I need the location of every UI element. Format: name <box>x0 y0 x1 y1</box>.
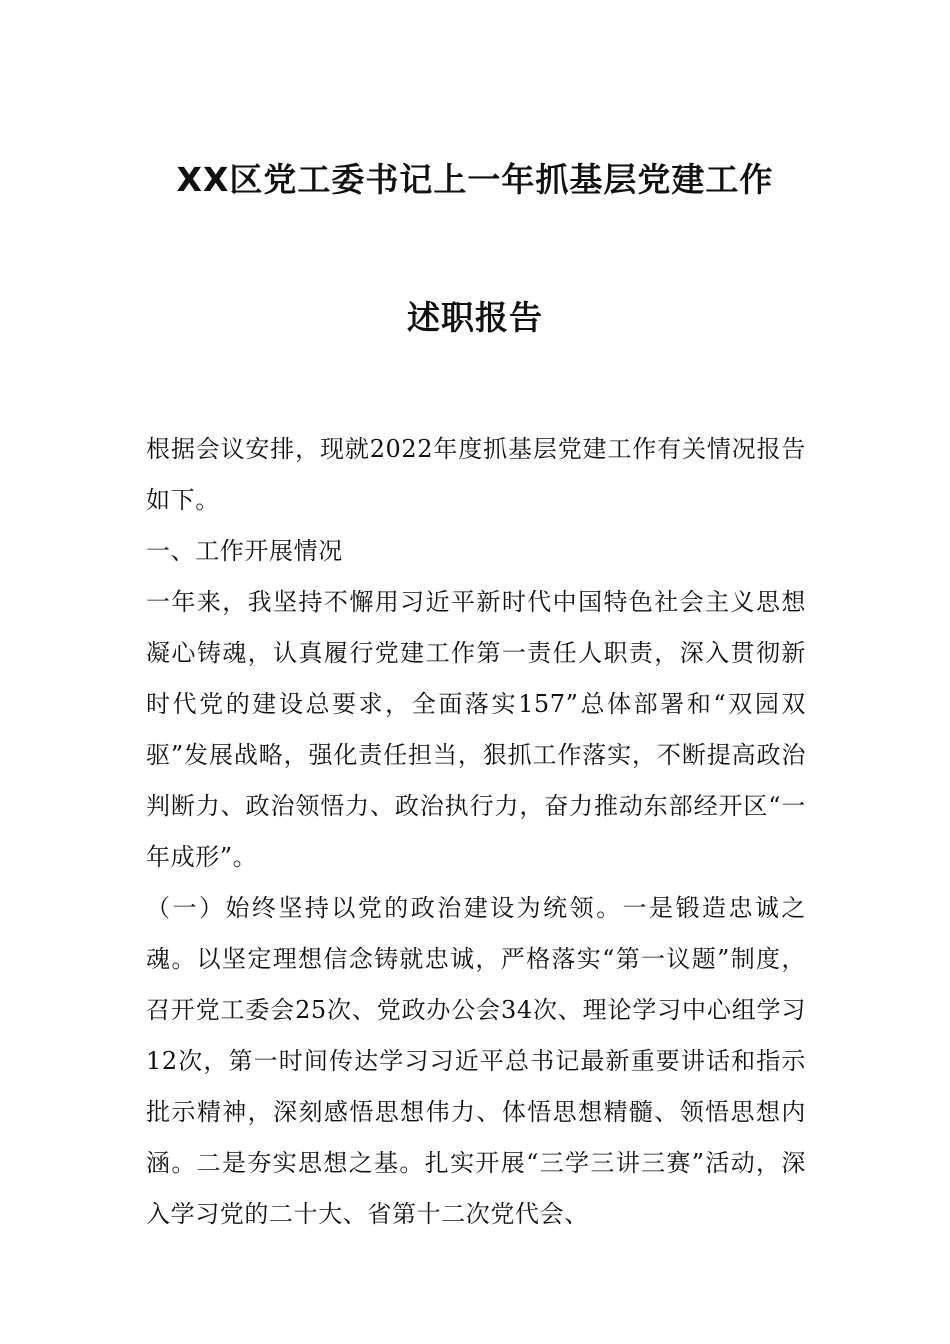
paragraph-intro: 根据会议安排，现就2022年度抓基层党建工作有关情况报告如下。 <box>146 435 806 514</box>
section-heading-1: 一、工作开展情况 <box>146 537 343 565</box>
document-body <box>146 424 806 1240</box>
document-title-line-2: 述职报告 <box>407 298 543 337</box>
document-title-line-1: XX区党工委书记上一年抓基层党建工作 <box>176 160 774 199</box>
paragraph-political-building: （一）始终坚持以党的政治建设为统领。一是锻造忠诚之魂。以坚定理想信念铸就忠诚，严格落实“第一议题”制度，召开党工委会25次、党政办公会34次、理论学习中心组学习12次，第一时间传达学习习近平总书记最新重要讲话和指示批示精神，深刻感悟思想伟力、体悟思想精髓、领悟思想内涵。二是夯实思想之基。扎实开展“三学三讲三赛”活动，深入学习党的二十大、省第十二次党代会、 <box>146 894 806 1228</box>
paragraph-overview: 一年来，我坚持不懈用习近平新时代中国特色社会主义思想凝心铸魂，认真履行党建工作第一责任人职责，深入贯彻新时代党的建设总要求，全面落实157”总体部署和“双园双驱”发展战略，强化责任担当，狠抓工作落实，不断提高政治判断力、政治领悟力、政治执行力，奋力推动东部经开区“一年成形”。 <box>146 588 806 871</box>
